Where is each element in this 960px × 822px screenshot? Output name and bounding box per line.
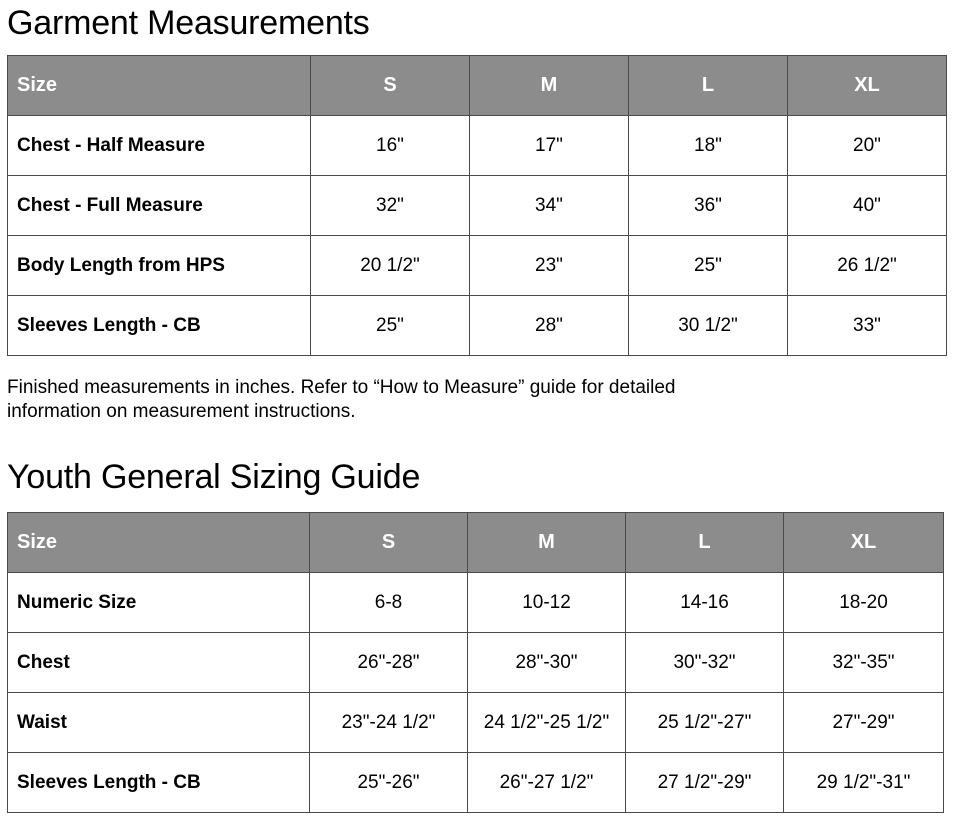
column-header-l: L bbox=[626, 513, 784, 573]
table-cell: 10-12 bbox=[468, 573, 626, 633]
table-cell: 25 1/2"-27" bbox=[626, 693, 784, 753]
table-cell: 18-20 bbox=[784, 573, 944, 633]
table-cell: 26"-28" bbox=[310, 633, 468, 693]
table-row bbox=[8, 693, 944, 753]
column-header-size: Size bbox=[8, 513, 310, 573]
table-cell: 34" bbox=[470, 176, 629, 236]
row-label: Chest - Full Measure bbox=[8, 176, 311, 236]
table-cell: 29 1/2"-31" bbox=[784, 753, 944, 813]
table-cell: 32"-35" bbox=[784, 633, 944, 693]
table-cell: 20" bbox=[788, 116, 947, 176]
row-label: Numeric Size bbox=[8, 573, 310, 633]
column-header-s: S bbox=[311, 56, 470, 116]
column-header-s: S bbox=[310, 513, 468, 573]
table-cell: 14-16 bbox=[626, 573, 784, 633]
table-row bbox=[8, 633, 944, 693]
table-row bbox=[8, 753, 944, 813]
column-header-xl: XL bbox=[784, 513, 944, 573]
table-cell: 24 1/2"-25 1/2" bbox=[468, 693, 626, 753]
table-cell: 26"-27 1/2" bbox=[468, 753, 626, 813]
column-header-size: Size bbox=[8, 56, 311, 116]
measurement-note: Finished measurements in inches. Refer to “How to Measure” guide for detailed information on measurement instructions. bbox=[7, 377, 676, 422]
table-cell: 18" bbox=[629, 116, 788, 176]
column-header-xl: XL bbox=[788, 56, 947, 116]
row-label: Body Length from HPS bbox=[8, 236, 311, 296]
youth-sizing-table bbox=[7, 512, 944, 813]
table-row bbox=[8, 296, 947, 356]
table-cell: 17" bbox=[470, 116, 629, 176]
table-row bbox=[8, 176, 947, 236]
table-cell: 26 1/2" bbox=[788, 236, 947, 296]
table-cell: 30"-32" bbox=[626, 633, 784, 693]
table-cell: 25" bbox=[311, 296, 470, 356]
table-cell: 27 1/2"-29" bbox=[626, 753, 784, 813]
table-row bbox=[8, 573, 944, 633]
table-cell: 25"-26" bbox=[310, 753, 468, 813]
table-cell: 23" bbox=[470, 236, 629, 296]
row-label: Chest - Half Measure bbox=[8, 116, 311, 176]
table-header-row bbox=[8, 513, 944, 573]
table-cell: 27"-29" bbox=[784, 693, 944, 753]
table-header-row bbox=[8, 56, 947, 116]
column-header-l: L bbox=[629, 56, 788, 116]
column-header-m: M bbox=[468, 513, 626, 573]
row-label: Waist bbox=[8, 693, 310, 753]
garment-measurements-title: Garment Measurements bbox=[7, 4, 370, 42]
table-cell: 25" bbox=[629, 236, 788, 296]
table-cell: 16" bbox=[311, 116, 470, 176]
table-row bbox=[8, 116, 947, 176]
table-cell: 20 1/2" bbox=[311, 236, 470, 296]
table-cell: 28"-30" bbox=[468, 633, 626, 693]
table-cell: 33" bbox=[788, 296, 947, 356]
table-cell: 28" bbox=[470, 296, 629, 356]
table-cell: 40" bbox=[788, 176, 947, 236]
table-cell: 32" bbox=[311, 176, 470, 236]
table-cell: 30 1/2" bbox=[629, 296, 788, 356]
column-header-m: M bbox=[470, 56, 629, 116]
table-cell: 36" bbox=[629, 176, 788, 236]
garment-measurements-table bbox=[7, 55, 947, 356]
row-label: Chest bbox=[8, 633, 310, 693]
table-row bbox=[8, 236, 947, 296]
row-label: Sleeves Length - CB bbox=[8, 753, 310, 813]
table-cell: 6-8 bbox=[310, 573, 468, 633]
table-cell: 23"-24 1/2" bbox=[310, 693, 468, 753]
row-label: Sleeves Length - CB bbox=[8, 296, 311, 356]
youth-sizing-title: Youth General Sizing Guide bbox=[7, 458, 421, 496]
